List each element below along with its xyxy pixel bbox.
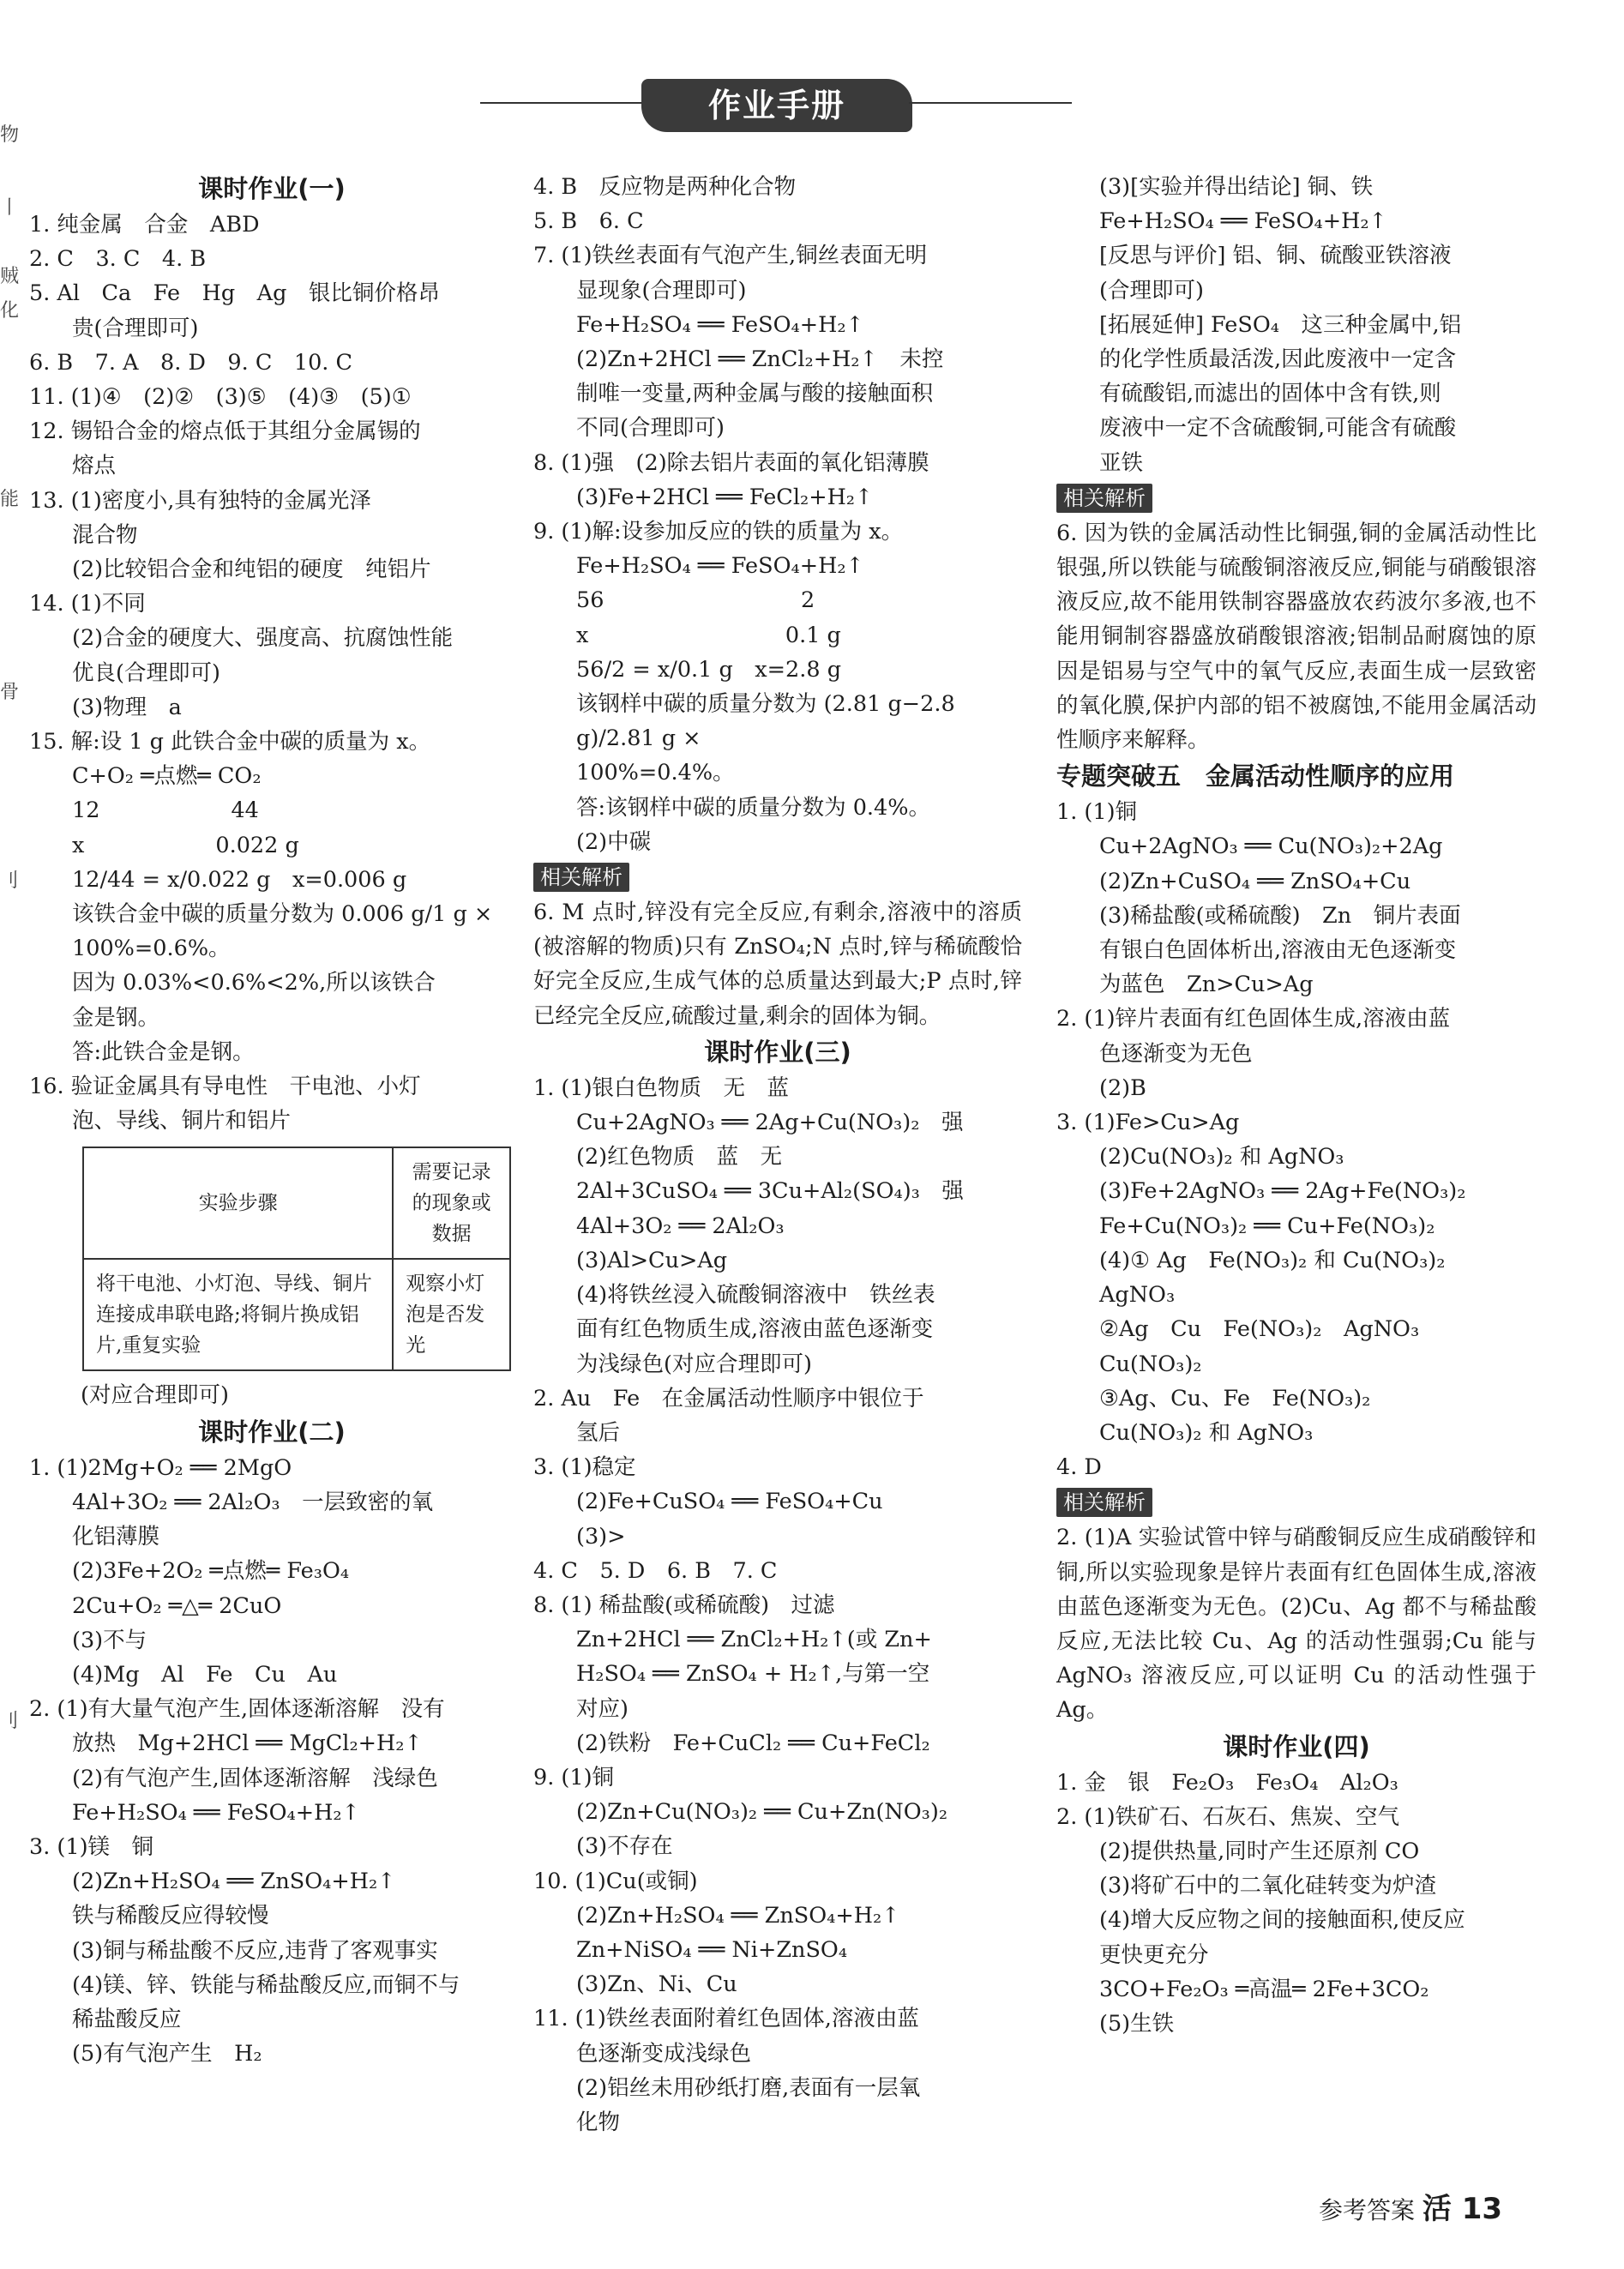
answer-line: 3. (1)稳定 [533, 1454, 636, 1481]
answer-line: (4)① Ag Fe(NO₃)₂ 和 Cu(NO₃)₂ [1099, 1247, 1446, 1273]
answer-line: (合理即可) [1099, 277, 1204, 304]
header-rule-left [480, 102, 643, 104]
page-number: 活 13 [1422, 2192, 1503, 2226]
answer-line: (2)Cu(NO₃)₂ 和 AgNO₃ [1099, 1144, 1344, 1171]
answer-line: 2. (1)有大量气泡产生,固体逐渐溶解 没有 [29, 1696, 445, 1723]
answer-line: 11. (1)④ (2)② (3)⑤ (4)③ (5)① [29, 384, 412, 411]
answer-line: (3)Fe+2HCl ══ FeCl₂+H₂↑ [576, 484, 874, 510]
answer-line: ③Ag、Cu、Fe Fe(NO₃)₂ [1099, 1385, 1371, 1411]
table-header-cell: 实验步骤 [83, 1147, 393, 1259]
experiment-table [82, 1147, 511, 1371]
answer-line: Fe+H₂SO₄ ══ FeSO₄+H₂↑ [72, 1799, 360, 1826]
answer-lines [1056, 170, 1537, 480]
answer-line: 13. (1)密度小,具有独特的金属光泽 [29, 487, 371, 514]
answer-line: (2)Zn+2HCl ══ ZnCl₂+H₂↑ 未控 [576, 346, 944, 373]
analysis-paragraph: 2. (1)A 实验试管中锌与硝酸铜反应生成硝酸锌和铜,所以实验现象是锌片表面有红色固体生成,溶液由蓝色逐渐变为无色。(2)Cu、Ag 都不与稀盐酸反应,无法比较 Cu、Ag 的活动性强弱;Cu 能与 AgNO₃ 溶液反应,可以证明 Cu 的活动性强于 Ag。 [1056, 1525, 1537, 1724]
analysis-tag: 相关解析 [1056, 1488, 1152, 1517]
answer-lines [29, 1451, 514, 2072]
answer-line: Cu(NO₃)₂ 和 AgNO₃ [1099, 1419, 1314, 1446]
margin-mark: 化 [0, 300, 20, 322]
answer-line: (2)铁粉 Fe+CuCl₂ ══ Cu+FeCl₂ [576, 1730, 930, 1756]
answer-line: 9. (1)铜 [533, 1764, 615, 1791]
section-heading: 课时作业(三) [704, 1037, 851, 1067]
answer-line: 7. (1)铁丝表面有气泡产生,铜丝表面无明 [533, 243, 928, 269]
answer-line: x 0.1 g [576, 622, 841, 648]
answer-line: 8. (1) 稀盐酸(或稀硫酸) 过滤 [533, 1592, 835, 1618]
analysis-paragraph: 6. M 点时,锌没有完全反应,有剩余,溶液中的溶质(被溶解的物质)只有 ZnSO₄;N 点时,锌与稀硫酸恰好完全反应,生成气体的总质量达到最大;P 点时,锌已经完全反应,硫酸过量,剩余的固体为铜。 [533, 900, 1022, 1029]
answer-line: 该钢样中碳的质量分数为 (2.81 g−2.8 g)/2.81 g × [576, 691, 955, 752]
answer-line: 为浅绿色(对应合理即可) [576, 1351, 812, 1377]
answer-line: (5)生铁 [1099, 2010, 1175, 2037]
table-cell: 观察小灯泡是否发光 [393, 1259, 510, 1370]
answer-line: 有银白色固体析出,溶液由无色逐渐变 [1099, 937, 1457, 964]
answer-line: [拓展延伸] FeSO₄ 这三种金属中,铝 [1099, 311, 1462, 338]
answer-line: Zn+2HCl ══ ZnCl₂+H₂↑(或 Zn+ [576, 1627, 932, 1653]
answer-line: 5. B 6. C [533, 208, 644, 235]
answer-line: 更快更充分 [1099, 1941, 1209, 1968]
section-heading: 课时作业(一) [198, 174, 346, 203]
answer-line: 100%=0.6%。 [72, 936, 231, 962]
answer-line: 优良(合理即可) [72, 659, 220, 686]
answer-line: 3CO+Fe₂O₃ ═高温═ 2Fe+3CO₂ [1099, 1976, 1429, 2002]
answer-line: (2)有气泡产生,固体逐渐溶解 浅绿色 [72, 1765, 438, 1791]
answer-line: 因为 0.03%<0.6%<2%,所以该铁合 [72, 970, 436, 996]
column-middle [533, 170, 1022, 2140]
answer-line: (2)铝丝未用砂纸打磨,表面有一层氧 [576, 2074, 921, 2101]
answer-line: (3)Zn、Ni、Cu [576, 1971, 737, 1998]
answer-line: 6. B 7. A 8. D 9. C 10. C [29, 349, 353, 376]
answer-line: 4. B 反应物是两种化合物 [533, 174, 797, 200]
answer-line: (3)稀盐酸(或稀硫酸) Zn 铜片表面 [1099, 902, 1461, 929]
answer-line: 1. (1)银白色物质 无 蓝 [533, 1074, 790, 1101]
answer-line: 显现象(合理即可) [576, 277, 747, 304]
answer-line: 12 44 [72, 797, 259, 824]
column-right [1056, 170, 1537, 2041]
answer-line: (2)Zn+H₂SO₄ ══ ZnSO₄+H₂↑ [576, 1902, 900, 1929]
answer-line: 为蓝色 Zn>Cu>Ag [1099, 972, 1314, 998]
answer-line: (3)> [576, 1523, 626, 1550]
answer-line: H₂SO₄ ══ ZnSO₄ + H₂↑,与第一空 [576, 1661, 930, 1688]
answer-line: 对应) [576, 1695, 629, 1722]
answer-line: 色逐渐变为无色 [1099, 1040, 1253, 1067]
answer-line: (2)中碳 [576, 828, 652, 855]
answer-line: (3)Fe+2AgNO₃ ══ 2Ag+Fe(NO₃)₂ [1099, 1178, 1466, 1205]
answer-line: 化铝薄膜 [72, 1524, 160, 1550]
margin-mark: 能 [0, 489, 20, 510]
answer-line: 12/44 = x/0.022 g x=0.006 g [72, 866, 407, 893]
answer-line: 2. (1)锌片表面有红色固体生成,溶液由蓝 [1056, 1006, 1451, 1032]
answer-line: (2)Zn+CuSO₄ ══ ZnSO₄+Cu [1099, 868, 1411, 894]
answer-line: Fe+H₂SO₄ ══ FeSO₄+H₂↑ [1099, 208, 1387, 235]
answer-lines [533, 170, 1022, 859]
page-footer [1319, 2185, 1502, 2227]
answer-line: 2Cu+O₂ ═△═ 2CuO [72, 1592, 282, 1619]
answer-line: 化物 [576, 2109, 621, 2135]
answer-line: (5)有气泡产生 H₂ [72, 2041, 262, 2067]
answer-line: 稀盐酸反应 [72, 2006, 182, 2032]
answer-line: (4)镁、锌、铁能与稀盐酸反应,而铜不与 [72, 1971, 460, 1998]
answer-line: 4. C 5. D 6. B 7. C [533, 1557, 778, 1584]
answer-line: 56/2 = x/0.1 g x=2.8 g [576, 656, 842, 683]
analysis-tag: 相关解析 [533, 863, 629, 892]
answer-line: C+O₂ ═点燃═ CO₂ [72, 763, 262, 790]
answer-line: Cu+2AgNO₃ ══ Cu(NO₃)₂+2Ag [1099, 834, 1443, 860]
answer-line: AgNO₃ [1099, 1282, 1176, 1309]
answer-line: 的化学性质最活泼,因此废液中一定含 [1099, 346, 1457, 373]
answer-line: 1. 金 银 Fe₂O₃ Fe₃O₄ Al₂O₃ [1056, 1769, 1398, 1796]
answer-line: 该铁合金中碳的质量分数为 0.006 g/1 g × [72, 901, 493, 928]
margin-mark: 骨 [0, 682, 20, 703]
answer-line: 贵(合理即可) [72, 315, 199, 341]
answer-line: 废液中一定不含硫酸铜,可能含有硫酸 [1099, 415, 1457, 442]
answer-line: 2. C 3. C 4. B [29, 246, 207, 273]
answer-line: 熔点 [72, 453, 117, 479]
answer-line: 100%=0.4%。 [576, 760, 735, 786]
answer-line: Fe+H₂SO₄ ══ FeSO₄+H₂↑ [576, 311, 864, 338]
answer-line: (4)将铁丝浸入硫酸铜溶液中 铁丝表 [576, 1282, 935, 1309]
answer-line: Fe+Cu(NO₃)₂ ══ Cu+Fe(NO₃)₂ [1099, 1213, 1435, 1239]
answer-lines [533, 1071, 1022, 2140]
answer-line: 氢后 [576, 1419, 621, 1446]
answer-line: Cu+2AgNO₃ ══ 2Ag+Cu(NO₃)₂ 强 [576, 1110, 964, 1136]
answer-line: 10. (1)Cu(或铜) [533, 1868, 698, 1894]
answer-line: 15. 解:设 1 g 此铁合金中碳的质量为 x。 [29, 729, 431, 755]
answer-line: 有硫酸铝,而滤出的固体中含有铁,则 [1099, 381, 1441, 407]
answer-line: (3)铜与稀盐酸不反应,违背了客观事实 [72, 1937, 438, 1964]
answer-line: 12. 锡铅合金的熔点低于其组分金属锡的 [29, 418, 421, 445]
answer-line: Zn+NiSO₄ ══ Ni+ZnSO₄ [576, 1936, 848, 1963]
answer-line: 答:此铁合金是钢。 [72, 1038, 255, 1065]
answer-line: 1. (1)2Mg+O₂ ══ 2MgO [29, 1454, 292, 1481]
answer-line: (2)提供热量,同时产生还原剂 CO [1099, 1838, 1420, 1864]
margin-mark: 物 [0, 124, 20, 146]
answer-line: 9. (1)解:设参加反应的铁的质量为 x。 [533, 519, 904, 545]
answer-line: (3)不存在 [576, 1833, 673, 1860]
answer-line: 金是钢。 [72, 1004, 160, 1031]
footer-label: 参考答案 [1319, 2196, 1416, 2224]
column-left [29, 170, 514, 2071]
answer-line: 11. (1)铁丝表面附着红色固体,溶液由蓝 [533, 2006, 919, 2032]
answer-line: 4Al+3O₂ ══ 2Al₂O₃ [576, 1213, 785, 1239]
answer-line: 放热 Mg+2HCl ══ MgCl₂+H₂↑ [72, 1730, 423, 1757]
answer-line: (2)比较铝合金和纯铝的硬度 纯铝片 [72, 557, 431, 583]
answer-line: 14. (1)不同 [29, 591, 146, 617]
analysis-tag: 相关解析 [1056, 484, 1152, 513]
answer-line: 面有红色物质生成,溶液由蓝色逐渐变 [576, 1316, 934, 1343]
answer-lines [1056, 795, 1537, 1484]
answer-line: (3)将矿石中的二氧化硅转变为炉渣 [1099, 1873, 1437, 1899]
answer-line: 3. (1)Fe>Cu>Ag [1056, 1110, 1240, 1136]
header-rule-right [909, 102, 1072, 104]
answer-line: ②Ag Cu Fe(NO₃)₂ AgNO₃ [1099, 1316, 1420, 1343]
answer-line: 2. Au Fe 在金属活动性顺序中银位于 [533, 1385, 924, 1411]
margin-mark: 贼 [0, 266, 20, 287]
answer-line: 4. D [1056, 1454, 1102, 1481]
answer-line: (3)物理 a [72, 694, 182, 720]
table-header-cell: 需要记录的现象或数据 [393, 1147, 510, 1259]
answer-lines [29, 208, 514, 1138]
answer-lines [1056, 1766, 1537, 2042]
answer-line: 色逐渐变成浅绿色 [576, 2040, 752, 2067]
answer-line: 混合物 [72, 521, 138, 548]
answer-line: 4Al+3O₂ ══ 2Al₂O₃ 一层致密的氧 [72, 1489, 434, 1515]
section-heading: 课时作业(四) [1223, 1731, 1370, 1761]
answer-line: 8. (1)强 (2)除去铝片表面的氧化铝薄膜 [533, 449, 929, 476]
margin-mark: 刂 [0, 870, 20, 892]
answer-line: 2. (1)铁矿石、石灰石、焦炭、空气 [1056, 1803, 1400, 1830]
answer-line: 56 2 [576, 587, 815, 614]
answer-line: 16. 验证金属具有导电性 干电池、小灯 [29, 1074, 421, 1100]
answer-line: 铁与稀酸反应得较慢 [72, 1903, 269, 1929]
note-line: (对应合理即可) [81, 1382, 229, 1409]
answer-line: (2)B [1099, 1074, 1146, 1101]
answer-line: 1. 纯金属 合金 ABD [29, 212, 260, 238]
answer-line: 答:该钢样中碳的质量分数为 0.4%。 [576, 794, 930, 821]
answer-line: 泡、导线、铜片和铝片 [72, 1108, 292, 1134]
answer-line: (2)Fe+CuSO₄ ══ FeSO₄+Cu [576, 1489, 883, 1515]
table-cell: 将干电池、小灯泡、导线、铜片连接成串联电路;将铜片换成铝片,重复实验 [83, 1259, 393, 1370]
answer-line: (3)不与 [72, 1627, 147, 1653]
margin-mark: 丨 [0, 197, 20, 219]
analysis-paragraph: 6. 因为铁的金属活动性比铜强,铜的金属活动性比银强,所以铁能与硫酸铜溶液反应,铜能与硝酸银溶液反应,故不能用铁制容器盛放农药波尔多液,也不能用铜制容器盛放硝酸银溶液;铝制品耐腐蚀的原因是铝易与空气中的氧气反应,表面生成一层致密的氧化膜,保护内部的铝不被腐蚀,不能用金属活动性顺序来解释。 [1056, 520, 1537, 754]
margin-mark: 刂 [0, 1711, 20, 1732]
answer-line: (2)合金的硬度大、强度高、抗腐蚀性能 [72, 625, 454, 652]
answer-line: (2)Zn+Cu(NO₃)₂ ══ Cu+Zn(NO₃)₂ [576, 1799, 948, 1826]
header-title: 作业手册 [641, 79, 912, 132]
answer-line: (3)Al>Cu>Ag [576, 1247, 728, 1273]
answer-line: 5. Al Ca Fe Hg Ag 银比铜价格昂 [29, 280, 440, 307]
answer-line: Cu(NO₃)₂ [1099, 1351, 1202, 1377]
answer-line: (3)[实验并得出结论] 铜、铁 [1099, 174, 1374, 200]
answer-line: 2Al+3CuSO₄ ══ 3Cu+Al₂(SO₄)₃ 强 [576, 1178, 964, 1205]
section-heading: 专题突破五 金属活动性顺序的应用 [1056, 761, 1455, 791]
answer-line: Fe+H₂SO₄ ══ FeSO₄+H₂↑ [576, 553, 864, 580]
answer-line: 制唯一变量,两种金属与酸的接触面积 [576, 381, 934, 407]
section-heading: 课时作业(二) [198, 1417, 346, 1447]
answer-line: (2)Zn+H₂SO₄ ══ ZnSO₄+H₂↑ [72, 1869, 396, 1895]
answer-line: 不同(合理即可) [576, 415, 725, 442]
answer-line: 3. (1)镁 铜 [29, 1833, 154, 1860]
answer-line: (4)增大反应物之间的接触面积,使反应 [1099, 1907, 1465, 1934]
answer-line: (2)3Fe+2O₂ ═点燃═ Fe₃O₄ [72, 1558, 350, 1585]
answer-line: (2)红色物质 蓝 无 [576, 1144, 783, 1171]
answer-line: (4)Mg Al Fe Cu Au [72, 1661, 338, 1688]
answer-line: [反思与评价] 铝、铜、硫酸亚铁溶液 [1099, 243, 1452, 269]
answer-line: 1. (1)铜 [1056, 799, 1138, 826]
answer-line: x 0.022 g [72, 832, 299, 858]
answer-line: 亚铁 [1099, 449, 1144, 476]
